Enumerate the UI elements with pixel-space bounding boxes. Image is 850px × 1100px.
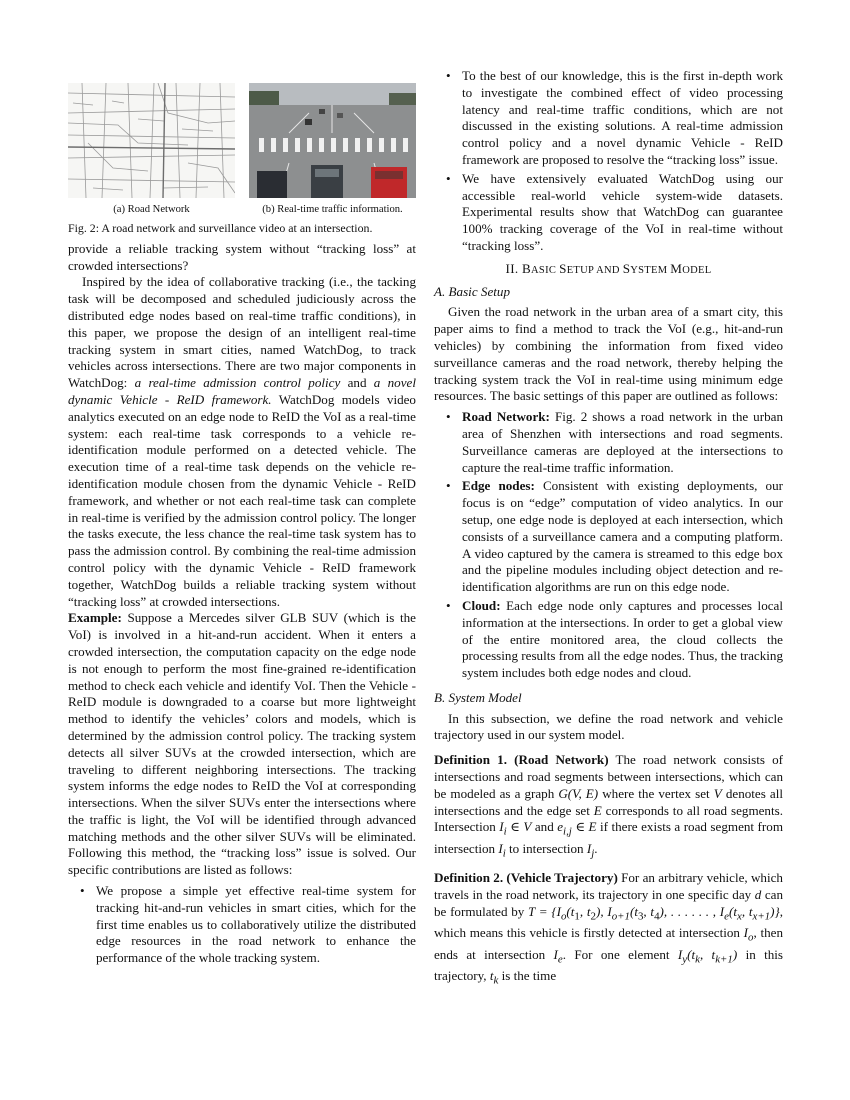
traffic-video-frame (249, 83, 416, 198)
subcaption-b: (b) Real-time traffic information. (262, 204, 403, 215)
list-item: • To the best of our knowledge, this is the first in-depth work to investigate the combined effect of video processing latency and real-time traffic conditions, which are not discussed in the existing solutions. A real-time admission control policy and a novel dynamic Vehicle - ReID framework are proposed to resolve the “tracking loss” issue. (434, 68, 783, 169)
definition-2: Definition 2. (Vehicle Trajectory) For an arbitrary vehicle, which travels in the road network, its trajectory in one specific day d can be formulated by $T = \{I_o(t_1$, $t_2$), $I_{o+1}(t_3$, $t_4$), . . . . . . , $I_e(t_x$, $t_{x+1}$)}, which means this vehicle is firstly detected at intersection $I_o$, then ends at intersection $I_e$. For one element $I_y(t_k$, $t_{k+1}$) in this trajectory, $t_k$ is the time (434, 870, 784, 987)
paragraph-question: provide a reliable tracking system without “tracking loss” at crowded intersections? (68, 240, 416, 273)
setup-list (434, 409, 783, 682)
right-column (434, 68, 783, 990)
figure-caption: Fig. 2: A road network and surveillance video at an intersection. (68, 221, 373, 235)
paragraph-example: Example: Suppose a Mercedes silver GLB SUV (which is the VoI) is involved in a hit-and-run accident. When it enters a crowded intersection, the computation capacity on the edge node is not enough to perform the most fine-grained re-identification method to check each vehicle and identify VoI. Then the Vehicle - ReID module is downgraded to a coarse but more lightweight method to identify the vehicles’ colors and models, which is determined by the admission control policy. The tracking system detects all silver SUVs at the crowded intersection, which are traveling to different neighboring intersections. The tracking system informs the edge nodes to ReID the VoI at corresponding intersections. When the silver SUVs enter the intersections where the traffic is light, the VoI will be identified through advanced matching methods and the other silver SUVs will be eliminated. Following this method, the “tracking loss” issue is solved. Our specific contributions are listed as follows: (68, 610, 416, 878)
list-item: • Road Network: Fig. 2 shows a road network in the urban area of Shenzhen with intersections and road segments. Surveillance cameras are deployed at the intersections to capture the real-time traffic information. (434, 409, 783, 476)
subsection-heading-a: A. Basic Setup (434, 283, 510, 299)
list-item: • Edge nodes: Consistent with existing deployments, our focus is on “edge” computation of video analytics. In our setup, one edge node is deployed at each intersection, which consists of a surveillance camera and a computing platform. A video captured by the camera is streamed to this edge box and the pipeline modules including object detection and re-identification algorithms are run on this edge node. (434, 478, 783, 596)
list-item: • We propose a simple yet effective real-time system for tracking hit-and-run vehicles in smart cities, which for the first time enables us to collaboratively utilize the distributed edge resources in the road network to enhance the performance of the whole tracking system. (68, 883, 416, 967)
paragraph-watchdog: Inspired by the idea of collaborative tracking (i.e., the tacking task will be decomposed and scheduled judiciously across the distributed edge nodes based on real-time traffic conditions), in this paper, we propose the design of an intelligent real-time tracking system in smart cities, named WatchDog, to track vehicles across intersections. There are two major components in WatchDog: a real-time admission control policy and a novel dynamic Vehicle - ReID framework. WatchDog models video analytics executed on an edge node to ReID the VoI as a real-time system: each real-time task corresponds to a vehicle re-identification module performed on a detected vehicle. The execution time of a real-time task depends on the vehicle re-identification module chosen from the dynamic Vehicle - ReID framework, and whether or not each real-time task can complete in real-time is verified by the admission control policy. The longer the tasks execute, the less chance the real-time task system has to pass the admission control. By combining the real-time admission control policy with the dynamic Vehicle - ReID framework together, WatchDog builds a reliable tracking system without “tracking loss” at crowded intersections. (68, 274, 416, 609)
paragraph-system-model: In this subsection, we define the road network and vehicle trajectory used in our system model. (434, 710, 783, 743)
subcaption-a: (a) Road Network (113, 204, 190, 215)
left-column (68, 68, 416, 969)
road-network-map (68, 83, 235, 198)
contribution-list-continued (434, 68, 783, 255)
contribution-list (68, 883, 416, 967)
paragraph-basic-setup: Given the road network in the urban area of a smart city, this paper aims to find a method to track the VoI (e.g., hit-and-run vehicles) by combining the information from fixed video surveillance cameras and the road network, thereby helping the tracking system track the VoI in real-time using minimum edge resources. The basic settings of this paper are outlined as follows: (434, 304, 783, 404)
section-heading: II. BASIC SETUP AND SYSTEM MODEL (505, 260, 712, 276)
figure-2 (68, 68, 416, 218)
list-item: • Cloud: Each edge node only captures and processes local information at the intersections. In order to get a global view of the entire monitored area, the cloud collects the processing results from all the edge nodes. Thus, the tracking system includes both edge nodes and cloud. (434, 598, 783, 682)
definition-1: Definition 1. (Road Network) The road network consists of intersections and road segments between intersections, which can be modeled as a graph G(V, E) where the vertex set V denotes all intersections and the edge set E corresponds to all road segments. Intersection $I_i$ ∈ V and $e_{i,j}$ ∈ E if there exists a road segment from intersection $I_i$ to intersection $I_j$. (434, 752, 784, 860)
list-item: • We have extensively evaluated WatchDog using our accessible real-world vehicle system-wide datasets. Experimental results show that WatchDog can guarantee 100% tracking coverage of the VoI in real-time without “tracking loss”. (434, 171, 783, 255)
subsection-heading-b: B. System Model (434, 689, 522, 705)
